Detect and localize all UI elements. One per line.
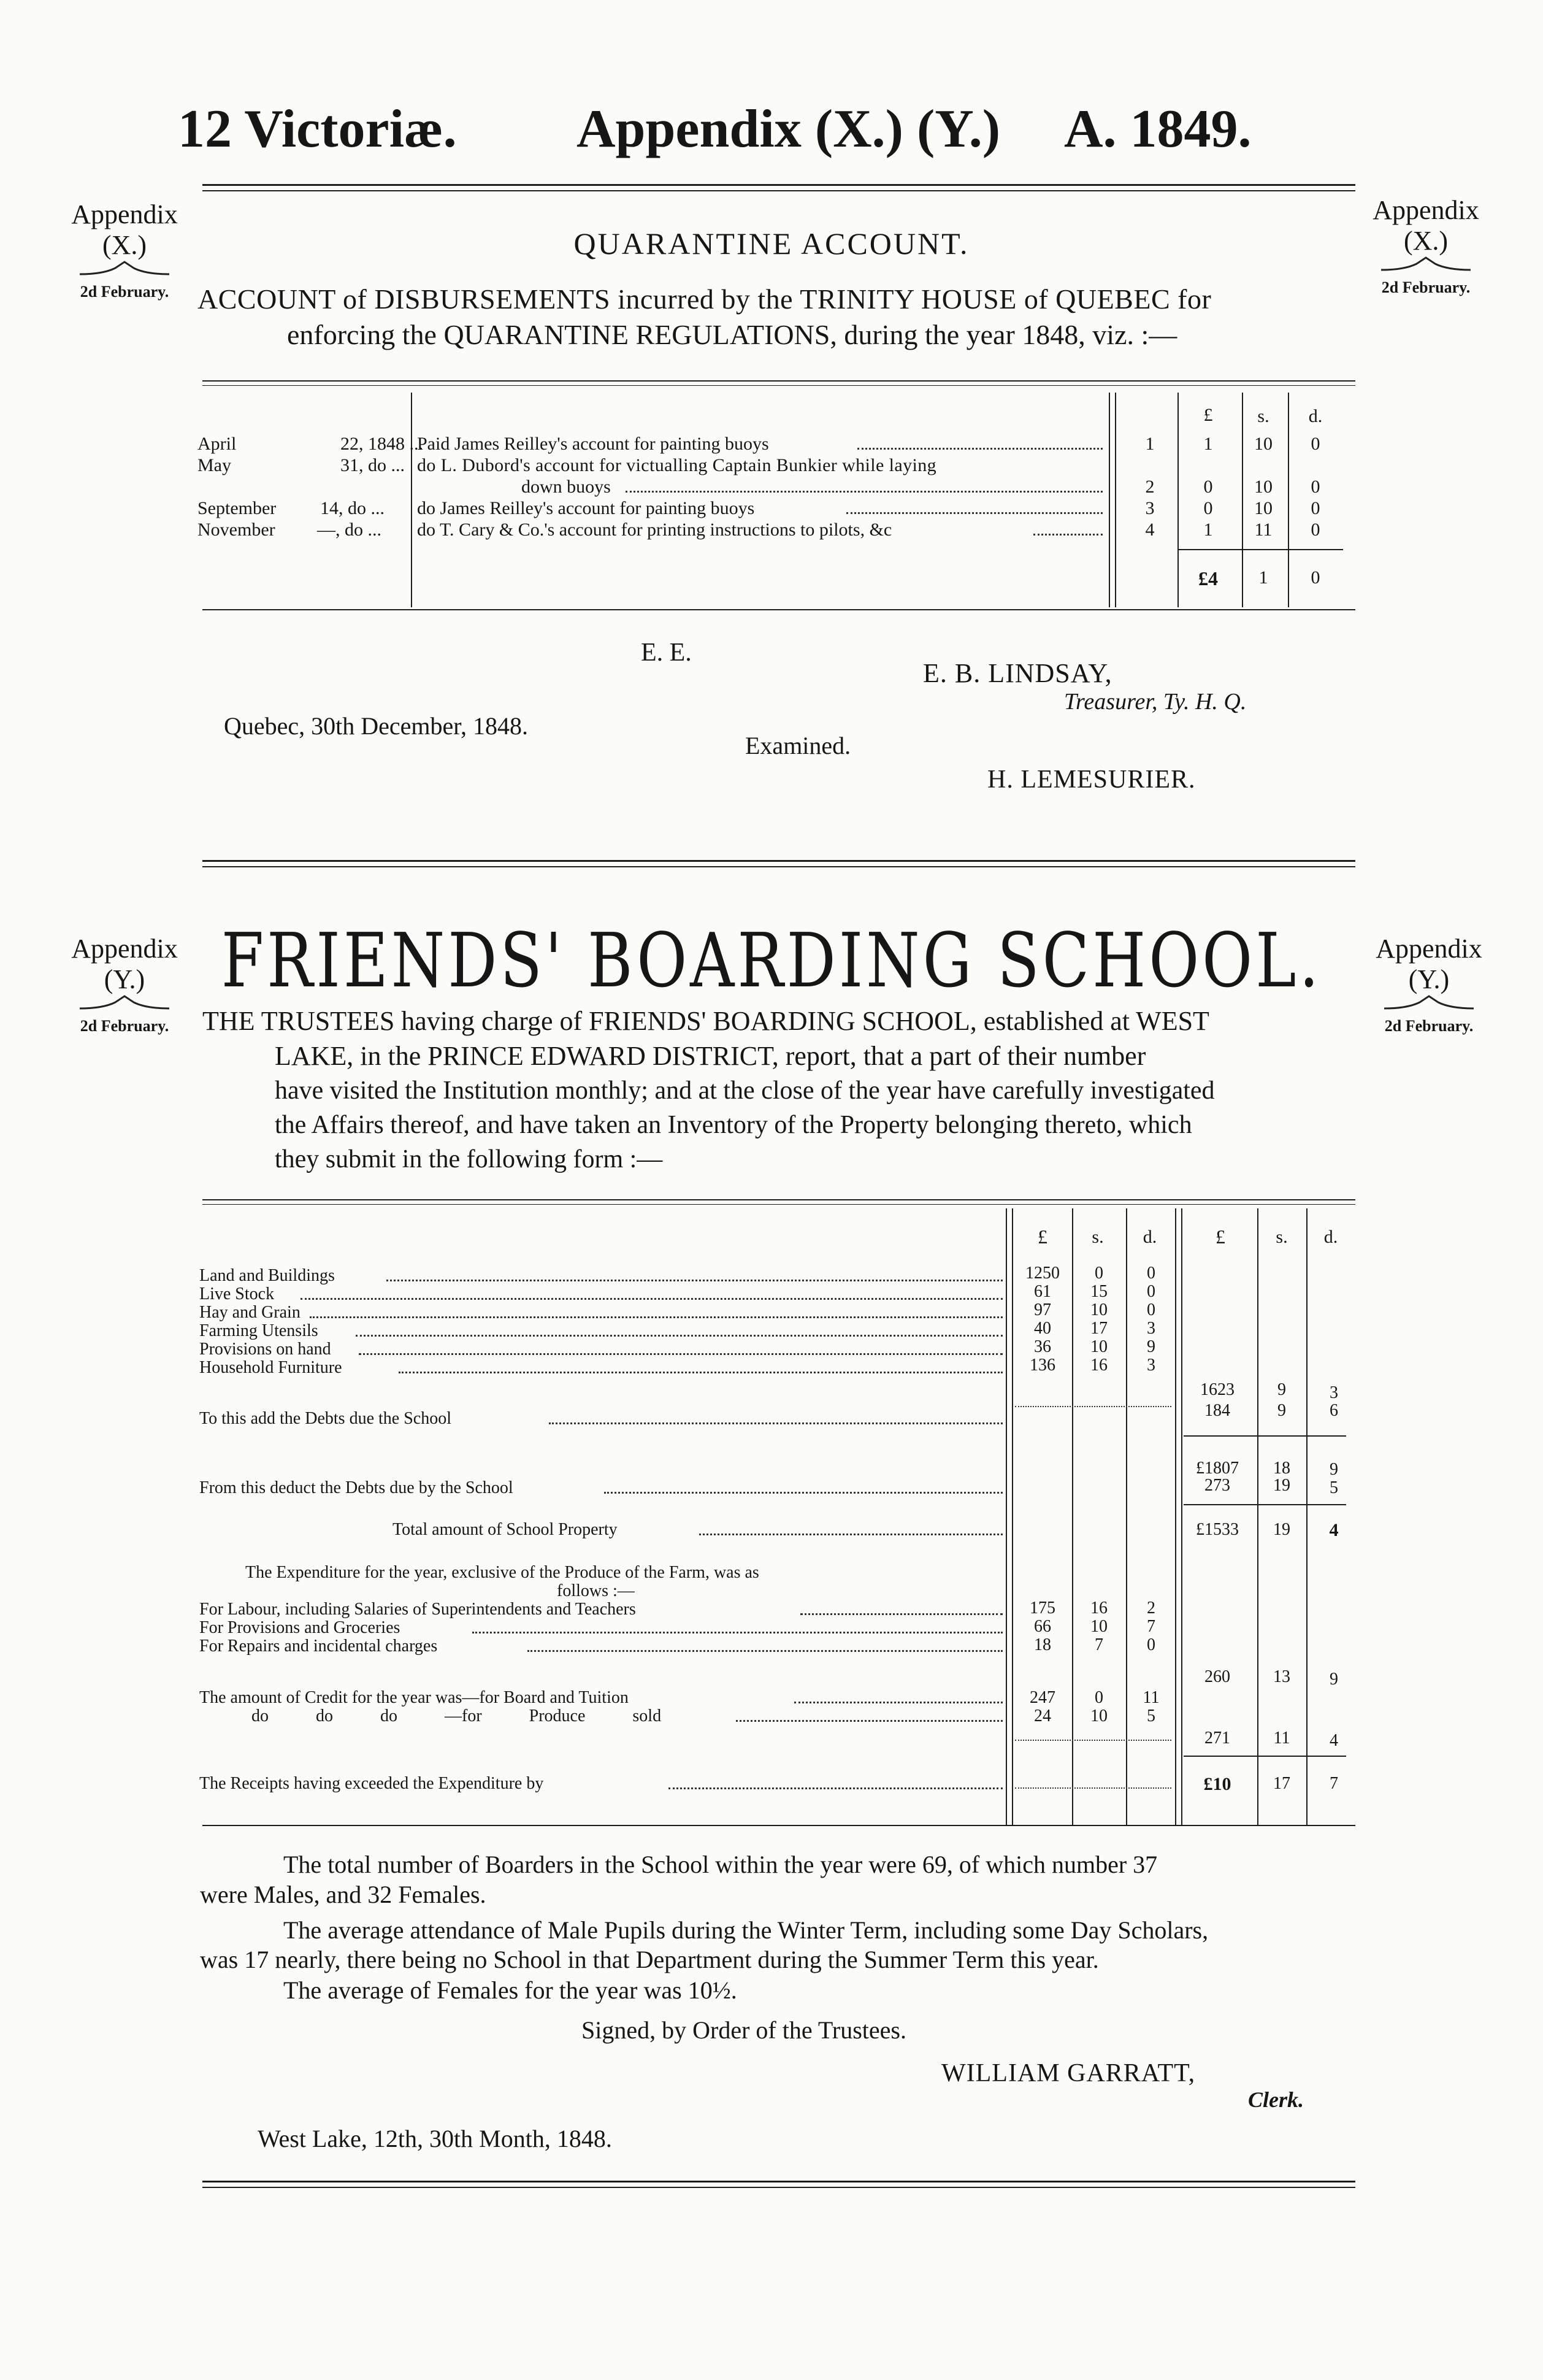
asset-pence: 0 <box>1147 1282 1155 1301</box>
asset-pence: 3 <box>1147 1319 1155 1338</box>
credit-board-pounds: 247 <box>1030 1688 1055 1707</box>
currency-pence-header: d. <box>1143 1227 1157 1247</box>
asset-pence: 0 <box>1147 1300 1155 1319</box>
school-intro-3: have visited the Institution monthly; and at the close of the year have carefully investigated <box>275 1077 1215 1105</box>
row-description: do T. Cary & Co.'s account for printing instructions to pilots, &c <box>417 520 892 540</box>
quarantine-title: QUARANTINE ACCOUNT. <box>573 226 970 261</box>
receipts-pounds: £10 <box>1203 1774 1231 1794</box>
column-divider <box>1181 1208 1182 1825</box>
ee-initials: E. E. <box>641 639 692 667</box>
examined-label: Examined. <box>745 732 851 759</box>
section-rule <box>202 860 1355 862</box>
leader-dots <box>310 1316 1003 1318</box>
subtotal-dotted-rule <box>1015 1406 1171 1407</box>
subtotal-pence: 9 <box>1330 1460 1338 1479</box>
asset-label: Provisions on hand <box>199 1340 331 1359</box>
margin-appendix-label: Appendix <box>1373 195 1479 225</box>
margin-date: 2d February. <box>1381 278 1471 296</box>
row-day: 31, do ... <box>340 455 405 475</box>
expenditure-shillings: 10 <box>1090 1617 1108 1636</box>
boarders-paragraph-2: were Males, and 32 Females. <box>200 1881 486 1908</box>
column-divider <box>1177 393 1179 607</box>
assets-total-pounds: 1623 <box>1200 1380 1235 1399</box>
attendance-paragraph-1: The average attendance of Male Pupils during the Winter Term, including some Day Scholars, <box>283 1916 1209 1944</box>
signer-lemesurier: H. LEMESURIER. <box>987 766 1196 794</box>
table-top-rule-2 <box>202 385 1355 386</box>
column-divider <box>1257 1208 1258 1825</box>
credit-total-pence: 4 <box>1330 1731 1338 1750</box>
leader-dots <box>857 448 1103 450</box>
expenditure-pence: 7 <box>1147 1617 1155 1636</box>
asset-pence: 0 <box>1147 1264 1155 1283</box>
expenditure-total-pence: 9 <box>1330 1670 1338 1689</box>
header-center: Appendix (X.) (Y.) <box>576 99 1001 159</box>
asset-pounds: 40 <box>1034 1319 1051 1338</box>
header-rule <box>202 184 1355 186</box>
assets-total-pence: 3 <box>1330 1383 1338 1402</box>
leader-dots <box>527 1650 1003 1652</box>
margin-appendix-letter: (X.) <box>102 230 147 260</box>
margin-appendix-label: Appendix <box>71 934 178 964</box>
expenditure-pence: 0 <box>1147 1635 1155 1654</box>
total-property-pounds: £1533 <box>1196 1520 1239 1539</box>
margin-date: 2d February. <box>80 283 169 301</box>
asset-shillings: 0 <box>1095 1264 1103 1283</box>
boarders-paragraph-1: The total number of Boarders in the School within the year were 69, of which number 37 <box>283 1851 1158 1878</box>
row-description: Paid James Reilley's account for painting buoys <box>417 434 769 454</box>
table-top-rule <box>202 380 1355 382</box>
asset-pounds: 1250 <box>1025 1264 1060 1283</box>
total-shillings: 1 <box>1258 567 1268 588</box>
header-right: A. 1849. <box>1064 99 1252 159</box>
leader-dots <box>399 1372 1003 1373</box>
currency-shillings-header: s. <box>1276 1227 1288 1247</box>
row-day: —, do ... <box>317 520 381 540</box>
credit-total-shillings: 11 <box>1273 1729 1290 1748</box>
column-divider <box>1115 393 1116 607</box>
column-divider <box>1306 1208 1308 1825</box>
credit-board-shillings: 0 <box>1095 1688 1103 1707</box>
row-number: 4 <box>1145 520 1155 540</box>
row-shillings: 10 <box>1254 498 1273 518</box>
expenditure-heading-2: follows :— <box>557 1581 635 1600</box>
asset-pounds: 36 <box>1034 1337 1051 1356</box>
table-bottom-rule <box>202 609 1355 610</box>
row-pounds: 1 <box>1203 434 1213 454</box>
margin-appendix-letter: (X.) <box>1403 226 1449 256</box>
leader-dots <box>699 1534 1003 1535</box>
row-description: do James Reilley's account for painting buoys <box>417 498 755 518</box>
females-paragraph: The average of Females for the year was 10½. <box>283 1976 737 2004</box>
margin-appendix-letter: (Y.) <box>104 964 145 994</box>
row-day: 14, do ... <box>320 498 385 518</box>
asset-pence: 3 <box>1147 1356 1155 1375</box>
leader-dots <box>1033 534 1103 536</box>
asset-label: Household Furniture <box>199 1358 342 1377</box>
credit-board-label: The amount of Credit for the year was—for Board and Tuition <box>199 1688 629 1707</box>
asset-shillings: 17 <box>1090 1319 1108 1338</box>
subtotal-pounds: £1807 <box>1196 1459 1239 1478</box>
column-divider <box>1012 1208 1013 1825</box>
place-date: Quebec, 30th December, 1848. <box>224 712 528 740</box>
header-left: 12 Victoriæ. <box>178 99 457 159</box>
expenditure-shillings: 7 <box>1095 1635 1103 1654</box>
row-month: May <box>197 455 231 475</box>
credit-produce-label: do do do —for Produce sold <box>251 1706 662 1726</box>
school-place-date: West Lake, 12th, 30th Month, 1848. <box>258 2125 612 2152</box>
currency-shillings-header: s. <box>1092 1227 1104 1247</box>
expenditure-shillings: 16 <box>1090 1599 1108 1618</box>
school-intro-4: the Affairs thereof, and have taken an Inventory of the Property belonging thereto, which <box>275 1111 1192 1139</box>
assets-total-shillings: 9 <box>1277 1380 1286 1399</box>
row-description: do L. Dubord's account for victualling Captain Bunkier while laying <box>417 455 937 475</box>
signed-line: Signed, by Order of the Trustees. <box>581 2016 906 2044</box>
credit-total-pounds: 271 <box>1204 1729 1230 1748</box>
margin-date: 2d February. <box>1384 1017 1474 1035</box>
column-divider <box>1072 1208 1073 1825</box>
row-month: April <box>197 434 237 454</box>
credit-produce-shillings: 10 <box>1090 1706 1108 1726</box>
row-month: November <box>197 520 275 540</box>
row-shillings: 11 <box>1254 520 1273 540</box>
leader-dots <box>604 1492 1003 1494</box>
row-pence: 0 <box>1311 477 1320 497</box>
expenditure-label: For Provisions and Groceries <box>199 1618 400 1637</box>
currency-pounds-header: £ <box>1216 1226 1225 1248</box>
leader-dots <box>736 1720 1003 1722</box>
quarantine-intro-1: ACCOUNT of DISBURSEMENTS incurred by the TRINITY HOUSE of QUEBEC for <box>197 283 1212 315</box>
school-intro-1: THE TRUSTEES having charge of FRIENDS' BOARDING SCHOOL, established at WEST <box>202 1006 1209 1036</box>
asset-label: Land and Buildings <box>199 1266 335 1285</box>
column-divider <box>1109 393 1110 607</box>
debts-due-pounds: 184 <box>1204 1401 1230 1420</box>
margin-appendix-label: Appendix <box>71 199 178 229</box>
debts-by-pence: 5 <box>1330 1478 1338 1497</box>
property-rule <box>1184 1504 1346 1505</box>
leader-dots <box>800 1613 1003 1615</box>
row-number: 3 <box>1145 498 1155 518</box>
debts-by-label: From this deduct the Debts due by the School <box>199 1478 513 1497</box>
margin-appendix-letter: (Y.) <box>1408 964 1450 994</box>
row-pounds: 0 <box>1203 477 1213 497</box>
debts-due-label: To this add the Debts due the School <box>199 1409 451 1428</box>
total-property-label: Total amount of School Property <box>392 1520 618 1539</box>
credit-dotted-rule <box>1015 1740 1171 1741</box>
debts-by-shillings: 19 <box>1273 1476 1290 1495</box>
currency-pounds-header: £ <box>1038 1226 1047 1248</box>
expenditure-pounds: 175 <box>1030 1599 1055 1618</box>
school-intro-5: they submit in the following form :— <box>275 1145 663 1173</box>
currency-shillings-header: s. <box>1257 406 1269 426</box>
row-day: 22, 1848 ... <box>340 434 423 454</box>
row-pence: 0 <box>1311 434 1320 454</box>
inventory-bottom-rule <box>202 1825 1355 1826</box>
debts-due-pence: 6 <box>1330 1401 1338 1420</box>
total-property-shillings: 19 <box>1273 1520 1290 1539</box>
margin-date: 2d February. <box>80 1017 169 1035</box>
column-divider <box>411 393 412 607</box>
margin-appendix-label: Appendix <box>1376 934 1482 964</box>
column-divider <box>1288 393 1289 607</box>
leader-dots <box>668 1787 1003 1789</box>
credit-produce-pounds: 24 <box>1034 1706 1051 1726</box>
clerk-title: Clerk. <box>1248 2087 1304 2112</box>
school-intro-2: LAKE, in the PRINCE EDWARD DISTRICT, report, that a part of their number <box>275 1041 1146 1071</box>
expenditure-total-pounds: 260 <box>1204 1667 1230 1686</box>
debts-by-pounds: 273 <box>1204 1476 1230 1495</box>
asset-shillings: 10 <box>1090 1300 1108 1319</box>
row-number: 1 <box>1145 434 1155 454</box>
row-description-continued: down buoys <box>521 477 611 497</box>
clerk-name: WILLIAM GARRATT, <box>941 2059 1196 2087</box>
column-divider <box>1175 1208 1176 1825</box>
expenditure-label: For Labour, including Salaries of Superintendents and Teachers <box>199 1600 636 1619</box>
asset-label: Live Stock <box>199 1284 275 1303</box>
credit-board-pence: 11 <box>1143 1688 1160 1707</box>
column-divider <box>1242 393 1243 607</box>
asset-pounds: 97 <box>1034 1300 1051 1319</box>
receipts-dotted-rule <box>1015 1787 1171 1789</box>
receipts-pence: 7 <box>1330 1774 1338 1793</box>
quarantine-intro-2: enforcing the QUARANTINE REGULATIONS, during the year 1848, viz. :— <box>287 319 1177 350</box>
row-pounds: 1 <box>1203 520 1213 540</box>
expenditure-heading: The Expenditure for the year, exclusive of the Produce of the Farm, was as <box>245 1563 759 1582</box>
inventory-top-rule-2 <box>202 1204 1355 1205</box>
currency-pence-header: d. <box>1308 406 1323 426</box>
asset-pence: 9 <box>1147 1337 1155 1356</box>
leader-dots <box>356 1335 1003 1337</box>
leader-dots <box>472 1632 1003 1633</box>
column-divider <box>1126 1208 1127 1825</box>
row-pounds: 0 <box>1203 498 1213 518</box>
school-title: FRIENDS' BOARDING SCHOOL. <box>221 917 1322 1004</box>
currency-pounds-header: £ <box>1203 405 1213 425</box>
subtotal-rule <box>1184 1435 1346 1437</box>
total-property-pence: 4 <box>1329 1520 1339 1540</box>
asset-shillings: 15 <box>1090 1282 1108 1301</box>
brace-ornament-icon <box>78 261 170 277</box>
total-rule <box>1177 549 1343 550</box>
inventory-top-rule <box>202 1199 1355 1200</box>
expenditure-total-shillings: 13 <box>1273 1667 1290 1686</box>
signer-lindsay: E. B. LINDSAY, <box>923 658 1112 688</box>
leader-dots <box>626 491 1103 493</box>
section-rule-2 <box>202 866 1355 867</box>
receipts-shillings: 17 <box>1273 1774 1290 1793</box>
signer-lindsay-title: Treasurer, Ty. H. Q. <box>1064 689 1247 715</box>
row-pence: 0 <box>1311 498 1320 518</box>
expenditure-pounds: 18 <box>1034 1635 1051 1654</box>
asset-label: Farming Utensils <box>199 1321 318 1340</box>
footer-rule <box>202 2181 1355 2182</box>
receipts-rule <box>1184 1756 1346 1757</box>
currency-pence-header: d. <box>1323 1227 1338 1247</box>
leader-dots <box>549 1422 1003 1424</box>
asset-label: Hay and Grain <box>199 1303 301 1322</box>
column-divider <box>1006 1208 1007 1825</box>
header-rule-2 <box>202 190 1355 191</box>
row-pence: 0 <box>1311 520 1320 540</box>
asset-pounds: 61 <box>1034 1282 1051 1301</box>
row-month: September <box>197 498 277 518</box>
subtotal-shillings: 18 <box>1273 1459 1290 1478</box>
expenditure-pounds: 66 <box>1034 1617 1051 1636</box>
leader-dots <box>359 1353 1003 1355</box>
total-pounds: £4 <box>1198 567 1218 589</box>
leader-dots <box>386 1280 1003 1281</box>
leader-dots <box>301 1298 1003 1300</box>
asset-shillings: 16 <box>1090 1356 1108 1375</box>
row-shillings: 10 <box>1254 477 1273 497</box>
debts-due-shillings: 9 <box>1277 1401 1286 1420</box>
asset-shillings: 10 <box>1090 1337 1108 1356</box>
leader-dots <box>794 1702 1003 1703</box>
row-number: 2 <box>1145 477 1155 497</box>
leader-dots <box>846 512 1103 514</box>
row-shillings: 10 <box>1254 434 1273 454</box>
total-pence: 0 <box>1311 567 1320 588</box>
asset-pounds: 136 <box>1030 1356 1055 1375</box>
footer-rule-2 <box>202 2187 1355 2188</box>
attendance-paragraph-2: was 17 nearly, there being no School in that Department during the Summer Term this year. <box>200 1946 1099 1973</box>
receipts-label: The Receipts having exceeded the Expenditure by <box>199 1774 544 1793</box>
credit-produce-pence: 5 <box>1147 1706 1155 1726</box>
expenditure-pence: 2 <box>1147 1599 1155 1618</box>
expenditure-label: For Repairs and incidental charges <box>199 1637 438 1656</box>
